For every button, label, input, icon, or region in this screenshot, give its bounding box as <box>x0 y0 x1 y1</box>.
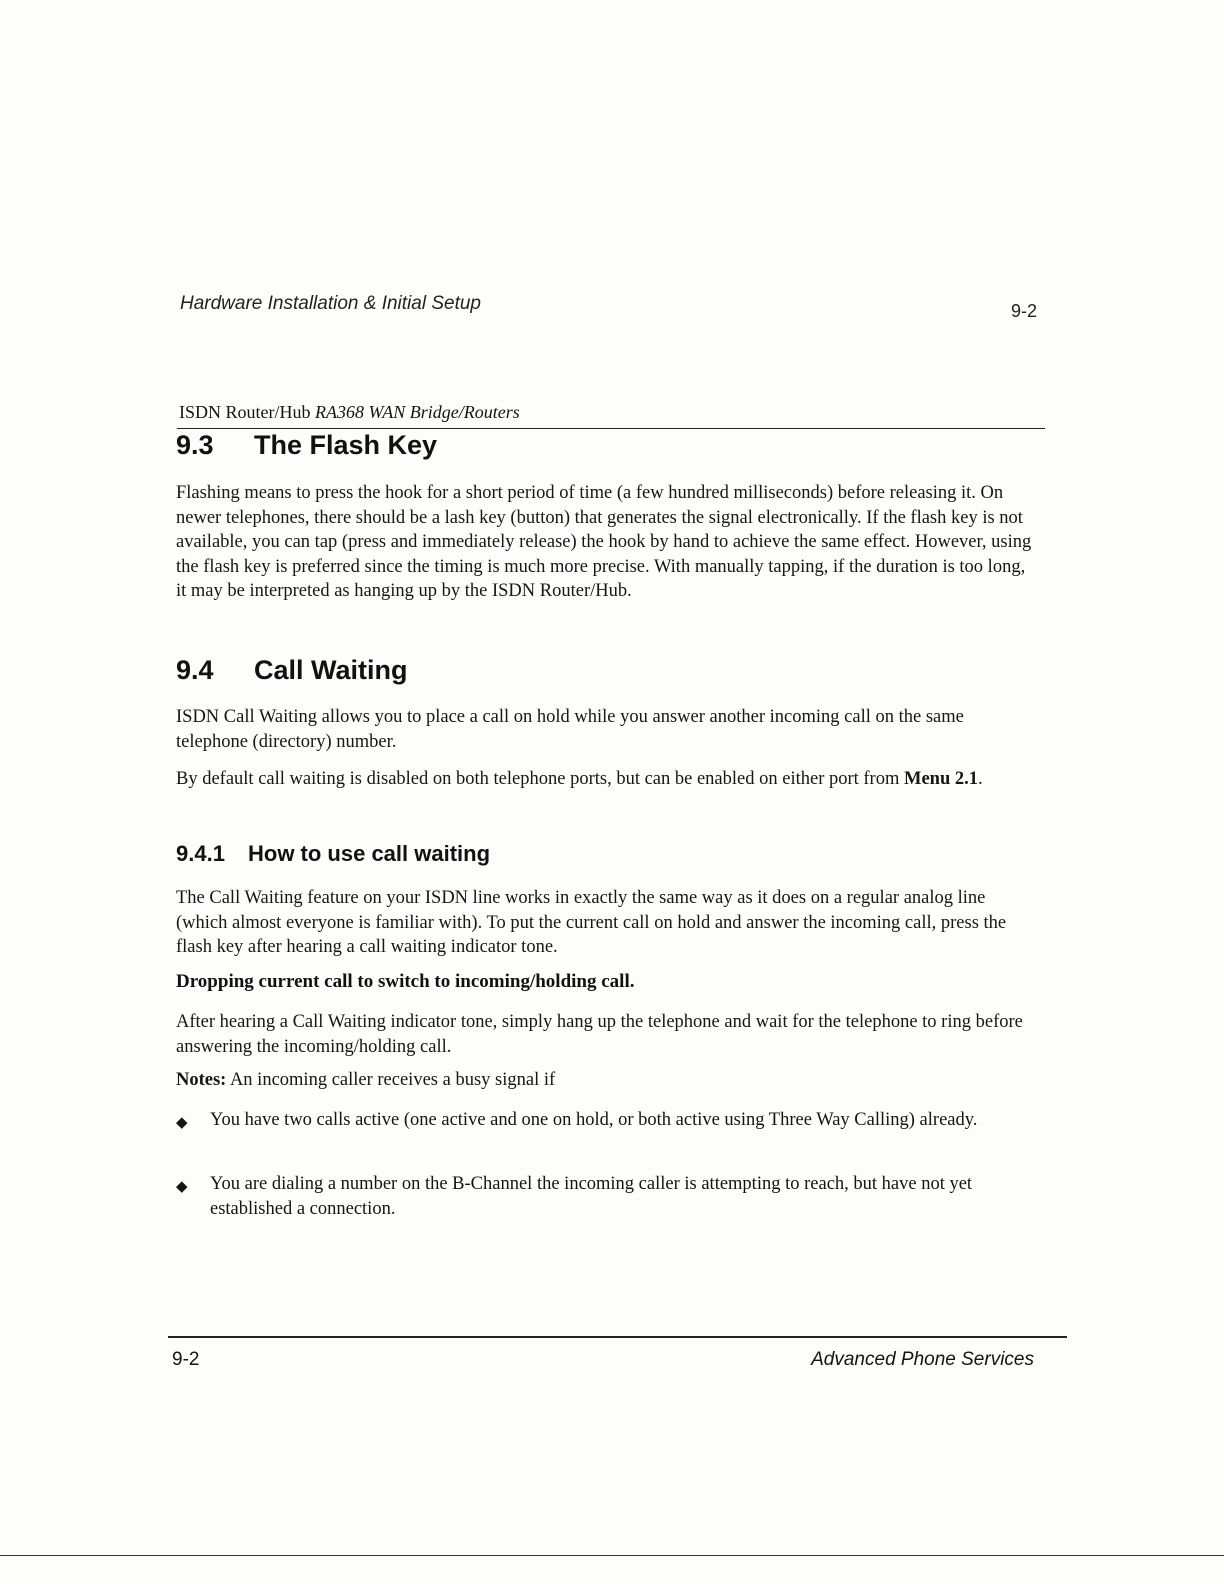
product-prefix: ISDN Router/Hub <box>179 402 315 422</box>
section-title: Call Waiting <box>254 655 408 685</box>
section-heading-9-3 <box>176 430 437 461</box>
list-item <box>176 1108 1016 1158</box>
dropping-call-subheading: Dropping current call to switch to incoming/holding call. <box>176 971 635 992</box>
default-text: By default call waiting is disabled on both telephone ports, but can be enabled on either port from <box>176 769 904 789</box>
diamond-bullet-icon: ◆ <box>176 1177 188 1195</box>
subsection-title: How to use call waiting <box>248 841 491 866</box>
running-header-page-number: 9-2 <box>1011 301 1038 321</box>
notes-text: An incoming caller receives a busy signal if <box>226 1070 556 1090</box>
bullet-text: You are dialing a number on the B-Channel the incoming caller is attempting to reach, but have not yet established a connection. <box>210 1174 973 1219</box>
product-line <box>179 402 520 423</box>
footer-divider <box>168 1336 1067 1338</box>
subsection-heading-9-4-1 <box>176 841 490 867</box>
section-heading-9-4 <box>176 655 408 686</box>
product-model: RA368 WAN Bridge/Routers <box>315 402 520 422</box>
list-item <box>176 1172 1016 1222</box>
diamond-bullet-icon: ◆ <box>176 1113 188 1131</box>
call-waiting-intro-paragraph: ISDN Call Waiting allows you to place a call on hold while you answer another incoming call on the same telephone (directory) number. <box>176 707 964 752</box>
footer-page-number: 9-2 <box>172 1349 200 1370</box>
menu-reference: Menu 2.1 <box>904 769 978 789</box>
running-header-title: Hardware Installation & Initial Setup <box>180 293 481 314</box>
footer-chapter-title: Advanced Phone Services <box>811 1349 1034 1370</box>
subsection-number: 9.4.1 <box>176 841 225 866</box>
section-title: The Flash Key <box>254 430 438 460</box>
call-waiting-default-paragraph <box>176 767 1038 792</box>
default-text-end: . <box>978 769 983 789</box>
how-to-use-paragraph: The Call Waiting feature on your ISDN line works in exactly the same way as it does on a regular analog line (which almost everyone is familiar with). To put the current call on hold and answer the incoming call, press the flash key after hearing a call waiting indicator tone. <box>176 888 1007 957</box>
notes-label: Notes: <box>176 1070 227 1090</box>
section-number: 9.3 <box>176 430 214 460</box>
scan-edge-line <box>0 1555 1224 1556</box>
section-number: 9.4 <box>176 655 214 685</box>
hang-up-paragraph: After hearing a Call Waiting indicator tone, simply hang up the telephone and wait for the telephone to ring before answering the incoming/holding call. <box>176 1012 1023 1057</box>
header-divider <box>177 428 1045 429</box>
bullet-text: You have two calls active (one active and one on hold, or both active using Three Way Calling) already. <box>210 1110 978 1130</box>
flash-key-paragraph: Flashing means to press the hook for a short period of time (a few hundred milliseconds) before releasing it. On newer telephones, there should be a lash key (button) that generates the signal electronically. If the flash key is not available, you can tap (press and immediately release) the hook by hand to achieve the same effect. However, using the flash key is preferred since the timing is much more precise. With manually tapping, if the duration is too long, it may be interpreted as hanging up by the ISDN Router/Hub. <box>176 483 1032 601</box>
notes-line <box>176 1068 1038 1093</box>
